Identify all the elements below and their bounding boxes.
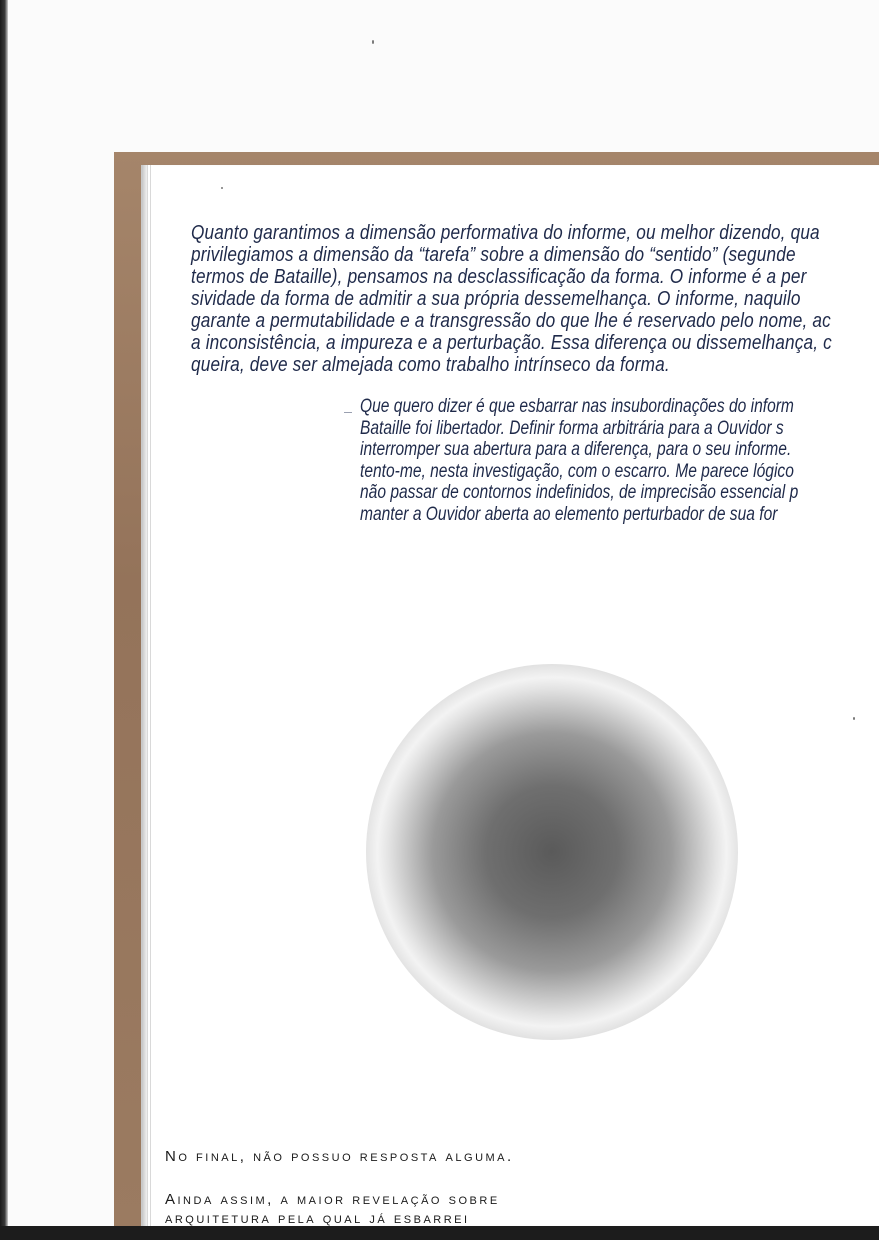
main-paragraph-line: sividade da forma de admitir a sua própria dessemelhança. O informe, naquilo [191,288,801,310]
indented-paragraph-line: Que quero dizer é que esbarrar nas insubordinações do inform [360,396,794,417]
indented-paragraph [360,396,798,525]
paper-edge [147,165,153,1226]
indented-paragraph-line: manter a Ouvidor aberta ao elemento perturbador de sua for [360,503,778,525]
scan-edge-bottom [0,1226,879,1240]
sphere-illustration [366,664,738,1040]
indented-paragraph-line: tento-me, nesta investigação, com o escarro. Me parece lógico [360,460,794,482]
main-paragraph-line: a inconsistência, a impureza e a perturbação. Essa diferença ou dissemelhança, c [191,332,832,354]
main-paragraph [191,222,832,376]
page [141,165,879,1226]
caption-line: Ainda assim, a maior revelação sobre [165,1191,500,1208]
scan-speck [221,187,223,189]
scan-speck [853,717,855,720]
main-paragraph-line: privilegiamos a dimensão da “tarefa” sobre a dimensão do “sentido” (segunde [191,244,796,266]
margin-mark [344,412,352,413]
indented-paragraph-line: Bataille foi libertador. Definir forma arbitrária para a Ouvidor s [360,417,784,439]
scan-speck [372,40,374,44]
indented-paragraph-line: não passar de contornos indefinidos, de imprecisão essencial p [360,482,799,503]
caption-line: No final, não possuo resposta alguma. [165,1148,514,1165]
caption-line: arquitetura pela qual já esbarrei [165,1210,470,1226]
main-paragraph-line: termos de Bataille), pensamos na desclassificação da forma. O informe é a per [191,266,807,288]
main-paragraph-line: Quanto garantimos a dimensão performativa do informe, ou melhor dizendo, qua [191,222,820,244]
indented-paragraph-line: interromper sua abertura para a diferença, para o seu informe. [360,439,792,460]
main-paragraph-line: queira, deve ser almejada como trabalho intrínseco da forma. [191,354,670,376]
main-paragraph-line: garante a permutabilidade e a transgressão do que lhe é reservado pelo nome, ac [191,310,831,332]
scan-edge-left [0,0,8,1240]
